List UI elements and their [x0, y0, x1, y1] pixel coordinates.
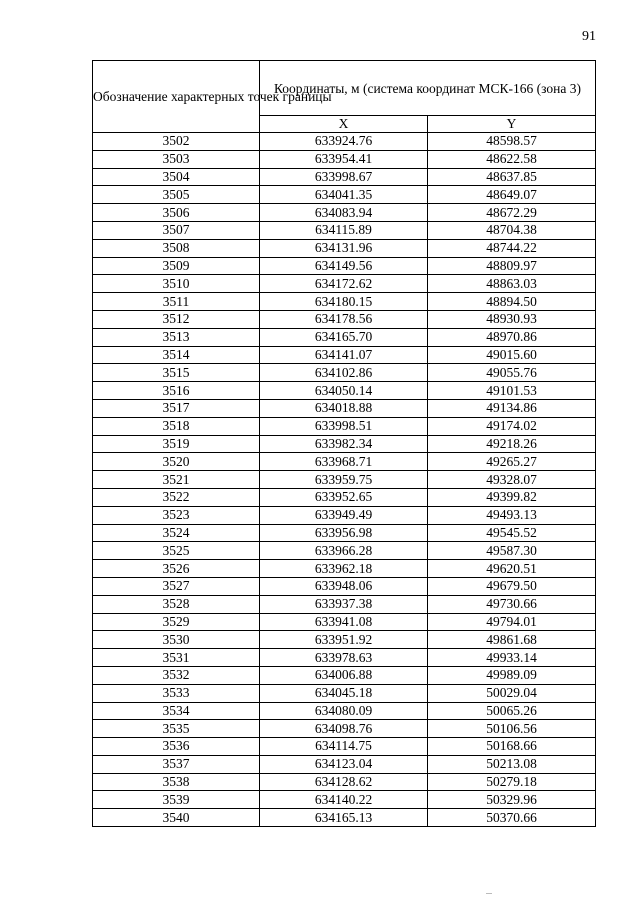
x-coordinate-cell: 633959.75: [260, 471, 428, 489]
point-id-cell: 3533: [93, 684, 260, 702]
y-coordinate-cell: 50065.26: [428, 702, 596, 720]
table-row: [93, 293, 596, 311]
x-coordinate-cell: 634102.86: [260, 364, 428, 382]
table-row: [93, 435, 596, 453]
point-id-cell: 3525: [93, 542, 260, 560]
x-coordinate-cell: 634172.62: [260, 275, 428, 293]
table-row: [93, 506, 596, 524]
table-row: [93, 133, 596, 151]
y-coordinate-cell: 49794.01: [428, 613, 596, 631]
point-id-cell: 3504: [93, 168, 260, 186]
point-id-cell: 3524: [93, 524, 260, 542]
point-id-cell: 3535: [93, 720, 260, 738]
x-coordinate-cell: 634123.04: [260, 755, 428, 773]
x-coordinate-cell: 633941.08: [260, 613, 428, 631]
point-id-cell: 3519: [93, 435, 260, 453]
table-row: [93, 649, 596, 667]
y-coordinate-cell: 48894.50: [428, 293, 596, 311]
point-id-cell: 3505: [93, 186, 260, 204]
y-coordinate-cell: 48970.86: [428, 328, 596, 346]
point-id-cell: 3522: [93, 488, 260, 506]
y-coordinate-cell: 49587.30: [428, 542, 596, 560]
point-id-cell: 3516: [93, 382, 260, 400]
table-row: [93, 738, 596, 756]
y-coordinate-cell: 48930.93: [428, 310, 596, 328]
x-coordinate-cell: 633954.41: [260, 150, 428, 168]
table-row: [93, 328, 596, 346]
table-row: [93, 702, 596, 720]
x-coordinate-cell: 634041.35: [260, 186, 428, 204]
x-coordinate-cell: 634045.18: [260, 684, 428, 702]
point-id-cell: 3538: [93, 773, 260, 791]
coordinates-table: [92, 60, 596, 827]
y-coordinate-cell: 48649.07: [428, 186, 596, 204]
point-id-cell: 3518: [93, 417, 260, 435]
point-id-cell: 3517: [93, 399, 260, 417]
point-id-cell: 3502: [93, 133, 260, 151]
x-coordinate-cell: 633968.71: [260, 453, 428, 471]
point-id-cell: 3540: [93, 809, 260, 827]
y-coordinate-cell: 49933.14: [428, 649, 596, 667]
table-row: [93, 773, 596, 791]
point-id-cell: 3534: [93, 702, 260, 720]
y-coordinate-cell: 50279.18: [428, 773, 596, 791]
point-id-cell: 3506: [93, 204, 260, 222]
table-row: [93, 417, 596, 435]
y-coordinate-cell: 49055.76: [428, 364, 596, 382]
point-id-cell: 3529: [93, 613, 260, 631]
y-coordinate-cell: 48622.58: [428, 150, 596, 168]
y-coordinate-cell: 49174.02: [428, 417, 596, 435]
y-coordinate-cell: 49730.66: [428, 595, 596, 613]
x-coordinate-cell: 634180.15: [260, 293, 428, 311]
table-row: [93, 720, 596, 738]
page-number: 91: [582, 29, 596, 44]
table-row: [93, 809, 596, 827]
table-row: [93, 577, 596, 595]
y-coordinate-cell: 49015.60: [428, 346, 596, 364]
y-coordinate-cell: 49265.27: [428, 453, 596, 471]
table-row: [93, 755, 596, 773]
point-id-cell: 3512: [93, 310, 260, 328]
scan-mark: [486, 893, 492, 894]
y-coordinate-cell: 50029.04: [428, 684, 596, 702]
table-row: [93, 666, 596, 684]
point-id-cell: 3511: [93, 293, 260, 311]
x-coordinate-cell: 634149.56: [260, 257, 428, 275]
point-id-cell: 3526: [93, 560, 260, 578]
x-coordinate-cell: 633951.92: [260, 631, 428, 649]
y-coordinate-cell: 50106.56: [428, 720, 596, 738]
table-row: [93, 204, 596, 222]
x-coordinate-cell: 634128.62: [260, 773, 428, 791]
y-coordinate-cell: 48672.29: [428, 204, 596, 222]
x-coordinate-cell: 633924.76: [260, 133, 428, 151]
x-coordinate-cell: 634178.56: [260, 310, 428, 328]
table-row: [93, 471, 596, 489]
x-coordinate-cell: 633949.49: [260, 506, 428, 524]
table-row: [93, 560, 596, 578]
table-row: [93, 791, 596, 809]
table-row: [93, 150, 596, 168]
table-row: [93, 346, 596, 364]
point-id-cell: 3513: [93, 328, 260, 346]
point-id-cell: 3503: [93, 150, 260, 168]
y-coordinate-cell: 49218.26: [428, 435, 596, 453]
x-coordinate-cell: 633966.28: [260, 542, 428, 560]
y-coordinate-cell: 49328.07: [428, 471, 596, 489]
table-row: [93, 257, 596, 275]
y-coordinate-cell: 49861.68: [428, 631, 596, 649]
x-coordinate-cell: 633962.18: [260, 560, 428, 578]
y-coordinate-cell: 48598.57: [428, 133, 596, 151]
point-id-cell: 3510: [93, 275, 260, 293]
table-row: [93, 186, 596, 204]
x-coordinate-cell: 634083.94: [260, 204, 428, 222]
table-row: [93, 310, 596, 328]
point-id-cell: 3528: [93, 595, 260, 613]
table-row: [93, 488, 596, 506]
point-id-cell: 3520: [93, 453, 260, 471]
point-id-cell: 3523: [93, 506, 260, 524]
table-row: [93, 684, 596, 702]
point-id-cell: 3539: [93, 791, 260, 809]
y-coordinate-cell: 49101.53: [428, 382, 596, 400]
table-row: [93, 168, 596, 186]
y-coordinate-cell: 48704.38: [428, 221, 596, 239]
point-id-cell: 3527: [93, 577, 260, 595]
point-id-cell: 3515: [93, 364, 260, 382]
point-id-cell: 3507: [93, 221, 260, 239]
table-row: [93, 239, 596, 257]
header-coordinates: Координаты, м (система координат МСК-166 (зона 3): [260, 61, 596, 116]
x-coordinate-cell: 633948.06: [260, 577, 428, 595]
point-id-cell: 3514: [93, 346, 260, 364]
x-coordinate-cell: 634131.96: [260, 239, 428, 257]
header-point-designation: Обозначение характерных точек границы: [93, 61, 260, 133]
point-id-cell: 3537: [93, 755, 260, 773]
table-row: [93, 542, 596, 560]
point-id-cell: 3536: [93, 738, 260, 756]
y-coordinate-cell: 48863.03: [428, 275, 596, 293]
table-row: [93, 524, 596, 542]
y-coordinate-cell: 48744.22: [428, 239, 596, 257]
point-id-cell: 3531: [93, 649, 260, 667]
table-row: [93, 364, 596, 382]
y-coordinate-cell: 49399.82: [428, 488, 596, 506]
x-coordinate-cell: 633952.65: [260, 488, 428, 506]
x-coordinate-cell: 634140.22: [260, 791, 428, 809]
y-coordinate-cell: 50168.66: [428, 738, 596, 756]
x-coordinate-cell: 633956.98: [260, 524, 428, 542]
x-coordinate-cell: 633978.63: [260, 649, 428, 667]
x-coordinate-cell: 634018.88: [260, 399, 428, 417]
y-coordinate-cell: 49545.52: [428, 524, 596, 542]
x-coordinate-cell: 633998.51: [260, 417, 428, 435]
table-row: [93, 221, 596, 239]
x-coordinate-cell: 634115.89: [260, 221, 428, 239]
table-row: [93, 595, 596, 613]
x-coordinate-cell: 634141.07: [260, 346, 428, 364]
point-id-cell: 3532: [93, 666, 260, 684]
y-coordinate-cell: 50329.96: [428, 791, 596, 809]
point-id-cell: 3508: [93, 239, 260, 257]
y-coordinate-cell: 49620.51: [428, 560, 596, 578]
y-coordinate-cell: 50370.66: [428, 809, 596, 827]
x-coordinate-cell: 634165.13: [260, 809, 428, 827]
y-coordinate-cell: 49493.13: [428, 506, 596, 524]
y-coordinate-cell: 48809.97: [428, 257, 596, 275]
table-row: [93, 382, 596, 400]
y-coordinate-cell: 50213.08: [428, 755, 596, 773]
x-coordinate-cell: 634114.75: [260, 738, 428, 756]
table-row: [93, 613, 596, 631]
header-y: Y: [428, 116, 596, 133]
y-coordinate-cell: 49679.50: [428, 577, 596, 595]
y-coordinate-cell: 49134.86: [428, 399, 596, 417]
header-x: X: [260, 116, 428, 133]
table-row: [93, 453, 596, 471]
point-id-cell: 3530: [93, 631, 260, 649]
table-row: [93, 631, 596, 649]
x-coordinate-cell: 634098.76: [260, 720, 428, 738]
table-body: [93, 133, 596, 827]
x-coordinate-cell: 633982.34: [260, 435, 428, 453]
point-id-cell: 3521: [93, 471, 260, 489]
x-coordinate-cell: 633937.38: [260, 595, 428, 613]
table-row: [93, 275, 596, 293]
point-id-cell: 3509: [93, 257, 260, 275]
y-coordinate-cell: 49989.09: [428, 666, 596, 684]
table-row: [93, 399, 596, 417]
x-coordinate-cell: 634165.70: [260, 328, 428, 346]
x-coordinate-cell: 634080.09: [260, 702, 428, 720]
x-coordinate-cell: 634006.88: [260, 666, 428, 684]
y-coordinate-cell: 48637.85: [428, 168, 596, 186]
x-coordinate-cell: 634050.14: [260, 382, 428, 400]
x-coordinate-cell: 633998.67: [260, 168, 428, 186]
